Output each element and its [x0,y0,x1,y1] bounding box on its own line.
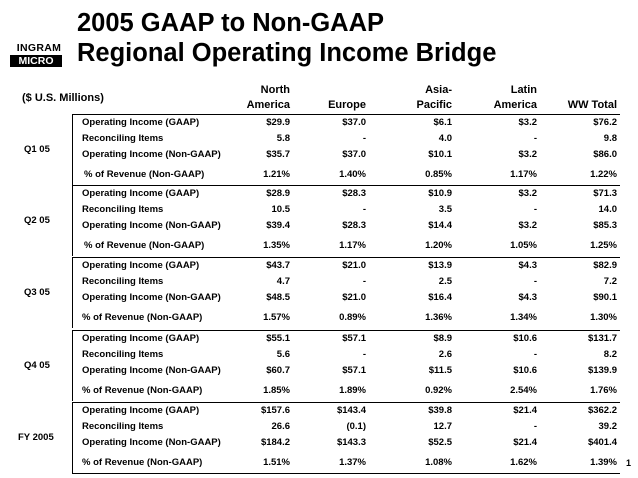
table-row [78,188,620,204]
group-left-border [72,402,73,473]
table-row [78,149,620,165]
table-cell: $37.0 [342,117,366,128]
row-label: Operating Income (GAAP) [82,117,200,128]
column-header-line1: Latin [510,84,537,96]
group-label: Q4 05 [24,360,50,371]
table-cell: 2.6 [438,349,452,360]
table-cell: 1.89% [339,385,366,396]
group-divider [72,330,620,331]
row-label: Operating Income (Non-GAAP) [82,437,221,448]
column-header-line1 [328,83,366,98]
table-cell: $35.7 [266,149,290,160]
table-cell: 26.6 [271,421,290,432]
table-cell: $37.0 [342,149,366,160]
group-label: Q3 05 [24,287,50,298]
table-cell: 1.51% [263,457,290,468]
table-cell: 1.17% [339,240,366,251]
table-cell: - [362,276,366,287]
table-cell: 1.39% [590,457,617,468]
table-cell: $3.2 [518,220,537,231]
table-cell: $57.1 [342,333,366,344]
table-cell: $57.1 [342,365,366,376]
group-left-border [72,257,73,328]
row-label: % of Revenue (Non-GAAP) [82,457,203,468]
table-row [78,240,620,256]
table-cell: 1.62% [510,457,537,468]
group-left-border [72,114,73,185]
table-cell: 1.57% [263,312,290,323]
units-label: ($ U.S. Millions) [22,92,104,104]
table-bottom-border [72,473,620,474]
group-divider [72,402,620,403]
table-cell: 5.6 [276,349,290,360]
table-row [78,220,620,236]
table-cell: $3.2 [518,117,537,128]
table-cell: $28.9 [266,188,290,199]
table-cell: 2.54% [510,385,537,396]
table-cell: $139.9 [587,365,617,376]
table-cell: $21.4 [513,437,537,448]
group-left-border [72,185,73,256]
table-cell: $85.3 [593,220,617,231]
table-cell: $157.6 [260,405,290,416]
group-left-border [72,330,73,401]
table-cell: 1.37% [339,457,366,468]
group-label: FY 2005 [18,432,54,443]
row-label: Reconciling Items [82,133,164,144]
table-cell: 10.5 [271,204,290,215]
table-cell: $131.7 [587,333,617,344]
table-cell: - [533,349,537,360]
column-header-2 [417,83,452,113]
table-cell: - [533,133,537,144]
table-cell: $21.0 [342,260,366,271]
table-cell: $28.3 [342,220,366,231]
table-cell: $76.2 [593,117,617,128]
table-row [78,405,620,421]
table-row [78,385,620,401]
column-header-line2: WW Total [567,99,617,111]
table-row [78,349,620,365]
page-title [77,8,496,68]
table-row [78,365,620,381]
table-cell: 4.7 [276,276,290,287]
table-cell: $86.0 [593,149,617,160]
table-cell: 1.22% [590,169,617,180]
table-cell: 1.76% [590,385,617,396]
group-divider [72,114,620,115]
table-cell: 4.0 [438,133,452,144]
table-row [78,437,620,453]
row-label: % of Revenue (Non-GAAP) [82,385,203,396]
table-cell: $10.1 [428,149,452,160]
group-label: Q2 05 [24,215,50,226]
table-cell: 0.89% [339,312,366,323]
table-cell: $6.1 [433,117,452,128]
row-label: Reconciling Items [82,204,164,215]
table-cell: $401.4 [587,437,617,448]
table-cell: 1.05% [510,240,537,251]
table-cell: $71.3 [593,188,617,199]
column-header-line1 [568,83,617,98]
column-header-4 [568,83,617,113]
table-cell: (0.1) [346,421,366,432]
table-cell: $4.3 [518,292,537,303]
table-cell: 14.0 [598,204,617,215]
table-cell: $82.9 [593,260,617,271]
table-cell: 1.08% [425,457,452,468]
table-cell: 1.17% [510,169,537,180]
row-label: Operating Income (Non-GAAP) [82,220,221,231]
table-cell: $28.3 [342,188,366,199]
table-cell: $3.2 [518,149,537,160]
table-cell: 2.5 [438,276,452,287]
row-label: Operating Income (GAAP) [82,333,200,344]
group-label: Q1 05 [24,144,50,155]
table-cell: 1.34% [510,312,537,323]
table-cell: $29.9 [266,117,290,128]
table-cell: 1.30% [590,312,617,323]
table-row [78,260,620,276]
table-cell: $10.6 [513,333,537,344]
column-header-1 [328,83,366,113]
table-cell: $13.9 [428,260,452,271]
table-cell: $55.1 [266,333,290,344]
row-label: Reconciling Items [82,349,164,360]
row-label: Reconciling Items [82,276,164,287]
table-row [78,312,620,328]
table-cell: $39.4 [266,220,290,231]
table-cell: $52.5 [428,437,452,448]
title-line2: Regional Operating Income Bridge [77,39,497,67]
table-row [78,457,620,473]
table-cell: 1.20% [425,240,452,251]
column-header-line2: Pacific [416,99,452,111]
table-cell: 5.8 [276,133,290,144]
table-cell: $14.4 [428,220,452,231]
table-cell: $10.9 [428,188,452,199]
table-cell: $143.3 [336,437,366,448]
table-cell: 1.36% [425,312,452,323]
table-cell: - [362,349,366,360]
row-label: % of Revenue (Non-GAAP) [82,312,203,323]
table-row [78,292,620,308]
column-header-line2: America [493,99,537,111]
table-cell: $8.9 [433,333,452,344]
table-cell: 1.25% [590,240,617,251]
table-cell: $362.2 [587,405,617,416]
column-header-line1: North [260,84,290,96]
column-header-3 [494,83,537,113]
table-cell: - [533,204,537,215]
table-cell: 8.2 [603,349,617,360]
row-label: Operating Income (Non-GAAP) [82,365,221,376]
table-row [78,333,620,349]
table-cell: $39.8 [428,405,452,416]
table-row [78,204,620,220]
table-cell: 7.2 [603,276,617,287]
row-label: Operating Income (GAAP) [82,405,200,416]
logo-line2: MICRO [10,55,62,67]
row-label: Operating Income (Non-GAAP) [82,292,221,303]
table-cell: $60.7 [266,365,290,376]
row-label: Operating Income (Non-GAAP) [82,149,221,160]
ingram-micro-logo [10,43,68,67]
table-cell: 1.40% [339,169,366,180]
group-divider [72,185,620,186]
table-cell: 0.92% [425,385,452,396]
row-label: % of Revenue (Non-GAAP) [84,169,205,180]
logo-line1: INGRAM [16,42,62,54]
table-cell: - [362,204,366,215]
column-header-line2: Europe [328,99,366,111]
table-row [78,421,620,437]
table-cell: 3.5 [438,204,452,215]
table-cell: 1.35% [263,240,290,251]
table-cell: 12.7 [433,421,452,432]
table-cell: 1.85% [263,385,290,396]
table-cell: $184.2 [260,437,290,448]
table-row [78,276,620,292]
column-header-line2: America [246,99,290,111]
row-label: % of Revenue (Non-GAAP) [84,240,205,251]
table-cell: $4.3 [518,260,537,271]
page-number: 1 [625,458,631,468]
table-cell: $10.6 [513,365,537,376]
title-line1: 2005 GAAP to Non-GAAP [77,9,384,37]
table-row [78,169,620,185]
table-cell: 1.21% [263,169,290,180]
table-cell: $21.0 [342,292,366,303]
group-divider [72,257,620,258]
table-cell: $21.4 [513,405,537,416]
table-cell: $143.4 [336,405,366,416]
row-label: Reconciling Items [82,421,164,432]
column-header-0 [247,83,290,113]
table-cell: $11.5 [428,365,452,376]
table-cell: $43.7 [266,260,290,271]
table-cell: - [533,276,537,287]
table-cell: $48.5 [266,292,290,303]
table-cell: 39.2 [598,421,617,432]
table-cell: $3.2 [518,188,537,199]
table-cell: 0.85% [425,169,452,180]
row-label: Operating Income (GAAP) [82,260,200,271]
column-header-line1: Asia- [425,84,452,96]
table-row [78,133,620,149]
row-label: Operating Income (GAAP) [82,188,200,199]
table-cell: $16.4 [428,292,452,303]
table-cell: $90.1 [593,292,617,303]
table-cell: - [533,421,537,432]
table-row [78,117,620,133]
table-cell: 9.8 [603,133,617,144]
table-cell: - [362,133,366,144]
